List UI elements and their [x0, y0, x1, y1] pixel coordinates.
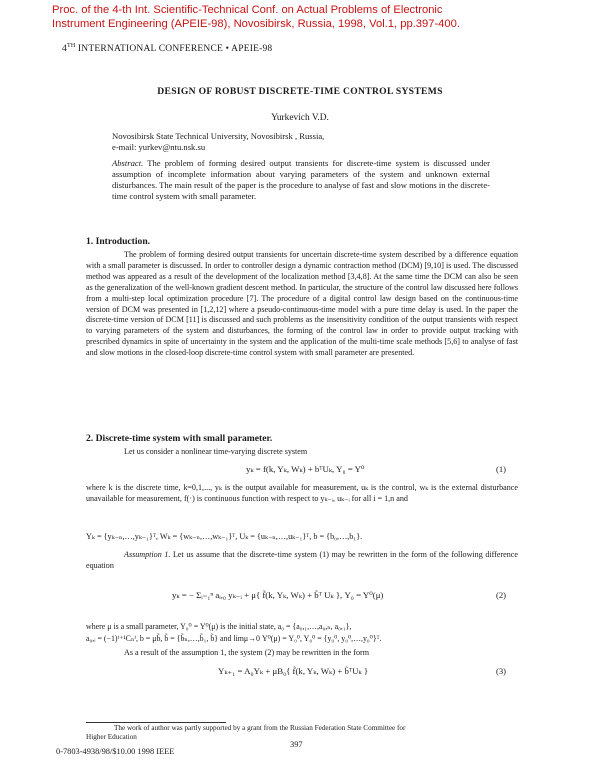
- running-header: [62, 43, 272, 54]
- header-superscript: TH: [66, 43, 76, 49]
- equation-1-number: (1): [496, 464, 507, 474]
- text-after-eq2-line2: a₀,ᵢ = (−1)ⁱ⁺¹Cₙⁱ, b = μb̃, b̃ = {b̃ₙ,…,b̃₁, b̃} and limμ→0 Y⁰(μ) = Y₀⁰, Y₀⁰ = {y₀⁰, y₀⁰,…,y₀⁰}ᵀ.: [86, 634, 382, 643]
- affiliation: [112, 131, 324, 153]
- section-2-text-after-eq1: where k is the discrete time, k=0,1,..., yₖ is the output available for measurement, uₖ is the control, wₖ is the external disturbance unavailable for measurement, f(·) is continuous function with respect to yₖ₋ᵢ, uₖ₋ᵢ for all i = 1,n and: [86, 483, 518, 503]
- section-2-intro: Let us consider a nonlinear time-varying discrete system: [124, 447, 308, 456]
- footnote-rule: [86, 722, 226, 723]
- citation-banner: [52, 4, 522, 31]
- paper-title: DESIGN OF ROBUST DISCRETE-TIME CONTROL SYSTEMS: [157, 86, 443, 97]
- assumption-1: [86, 550, 518, 572]
- header-text: INTERNATIONAL CONFERENCE • APEIE-98: [75, 44, 273, 55]
- section-1-paragraph: The problem of forming desired output transients for uncertain discrete-time system described by a difference equation with a small parameter is discussed. In order to controller design a dynamic contraction method (DCM) [9,10] is used. The discussed method was appeared as a result of the development of the localization method [3,4,8]. At the same time the DCM can also be seen as the generalization of the well-known gradient descent method. In particular, the structure of the control law discussed here follows from a multi-step local optimization procedure [7]. The procedure of a digital control law design based on the continuous-time version of DCM was presented in [1,2,12] where a pseudo-continuous-time model with a pure time delay is used. In the paper the discrete-time version of DCM [11] is discussed and such problems as the insensitivity condition of the output transients with respect to varying parameters of the system and disturbances, the forming of the control law in order to provide output tracking with prescribed dynamics in spite of uncertainty in the system and the application of the multi-time scale methods [5,6] to analyse of fast and slow motions in the closed-loop discrete-time control system with small parameter are presented.: [86, 250, 518, 358]
- text-after-eq2-line1: where μ is a small parameter, Y₀⁰ = Y⁰(μ) is the initial state, a₀ = {a₀,₁,…,a₀,ₙ, a₀,₁},: [86, 622, 352, 631]
- isbn-line: 0-7803-4938/98/$10.00 1998 IEEE: [56, 747, 175, 756]
- definitions-equation: Yₖ = {yₖ₋ₙ,…,yₖ₋₁}ᵀ, Wₖ = {wₖ₋ₙ,…,wₖ₋₁}ᵀ, Uₖ = {uₖ₋ₙ,…,uₖ₋₁}ᵀ, b = {b₀,…,b₁}.: [86, 532, 363, 541]
- header-number: 4: [62, 44, 67, 55]
- assumption-text: Let us assume that the discrete-time system (1) may be rewritten in the form of the following difference equation: [86, 550, 518, 570]
- equation-3: Yₖ₊₁ = A₀Yₖ + μB₀{ f̃(k, Yₖ, Wₖ) + b̃ᵀUₖ }: [218, 666, 369, 676]
- section-2-heading: 2. Discrete-time system with small parameter.: [86, 433, 273, 444]
- footnote-line-1: The work of author was partly supported by a grant from the Russian Federation State Committee for: [114, 724, 406, 732]
- equation-3-number: (3): [496, 666, 507, 676]
- abstract: [112, 158, 490, 202]
- abstract-text: The problem of forming desired output transients for discrete-time system is discussed under assumption of incomplete information about varying parameters of the system and unknown external disturbances. The main result of the paper is the procedure to analyse of fast and slow motions in the discrete-time control system with small parameter.: [112, 158, 490, 201]
- equation-1: yₖ = f(k, Yₖ, Wₖ) + bᵀUₖ, Y₀ = Y⁰: [246, 464, 365, 474]
- affiliation-org: Novosibirsk State Technical University, Novosibirsk , Russia,: [112, 131, 325, 141]
- equation-2: yₖ = − Σᵢ₌₁ⁿ aᵢ,₀ yₖ₋ᵢ + μ{ f̃(k, Yₖ, Wₖ) + b̃ᵀ Uₖ }, Y₀ = Y⁰(μ): [172, 590, 384, 600]
- page-number: 397: [290, 740, 303, 749]
- citation-line-2: Instrument Engineering (APEIE-98), Novosibirsk, Russia, 1998, Vol.1, pp.397-400.: [52, 17, 460, 30]
- assumption-label: Assumption 1.: [124, 550, 171, 559]
- author-name: Yurkevich V.D.: [271, 113, 329, 123]
- equation-2-number: (2): [496, 590, 507, 600]
- footnote: [86, 724, 516, 741]
- abstract-label: Abstract.: [112, 158, 144, 168]
- section-1-heading: 1. Introduction.: [86, 236, 151, 247]
- citation-line-1: Proc. of the 4-th Int. Scientific-Technical Conf. on Actual Problems of Electronic: [52, 4, 443, 16]
- text-after-eq2-line3: As a result of the assumption 1, the system (2) may be rewritten in the form: [124, 648, 370, 657]
- footnote-line-2: Higher Education: [86, 732, 137, 741]
- affiliation-email: e-mail: yurkev@ntu.nsk.su: [112, 142, 206, 152]
